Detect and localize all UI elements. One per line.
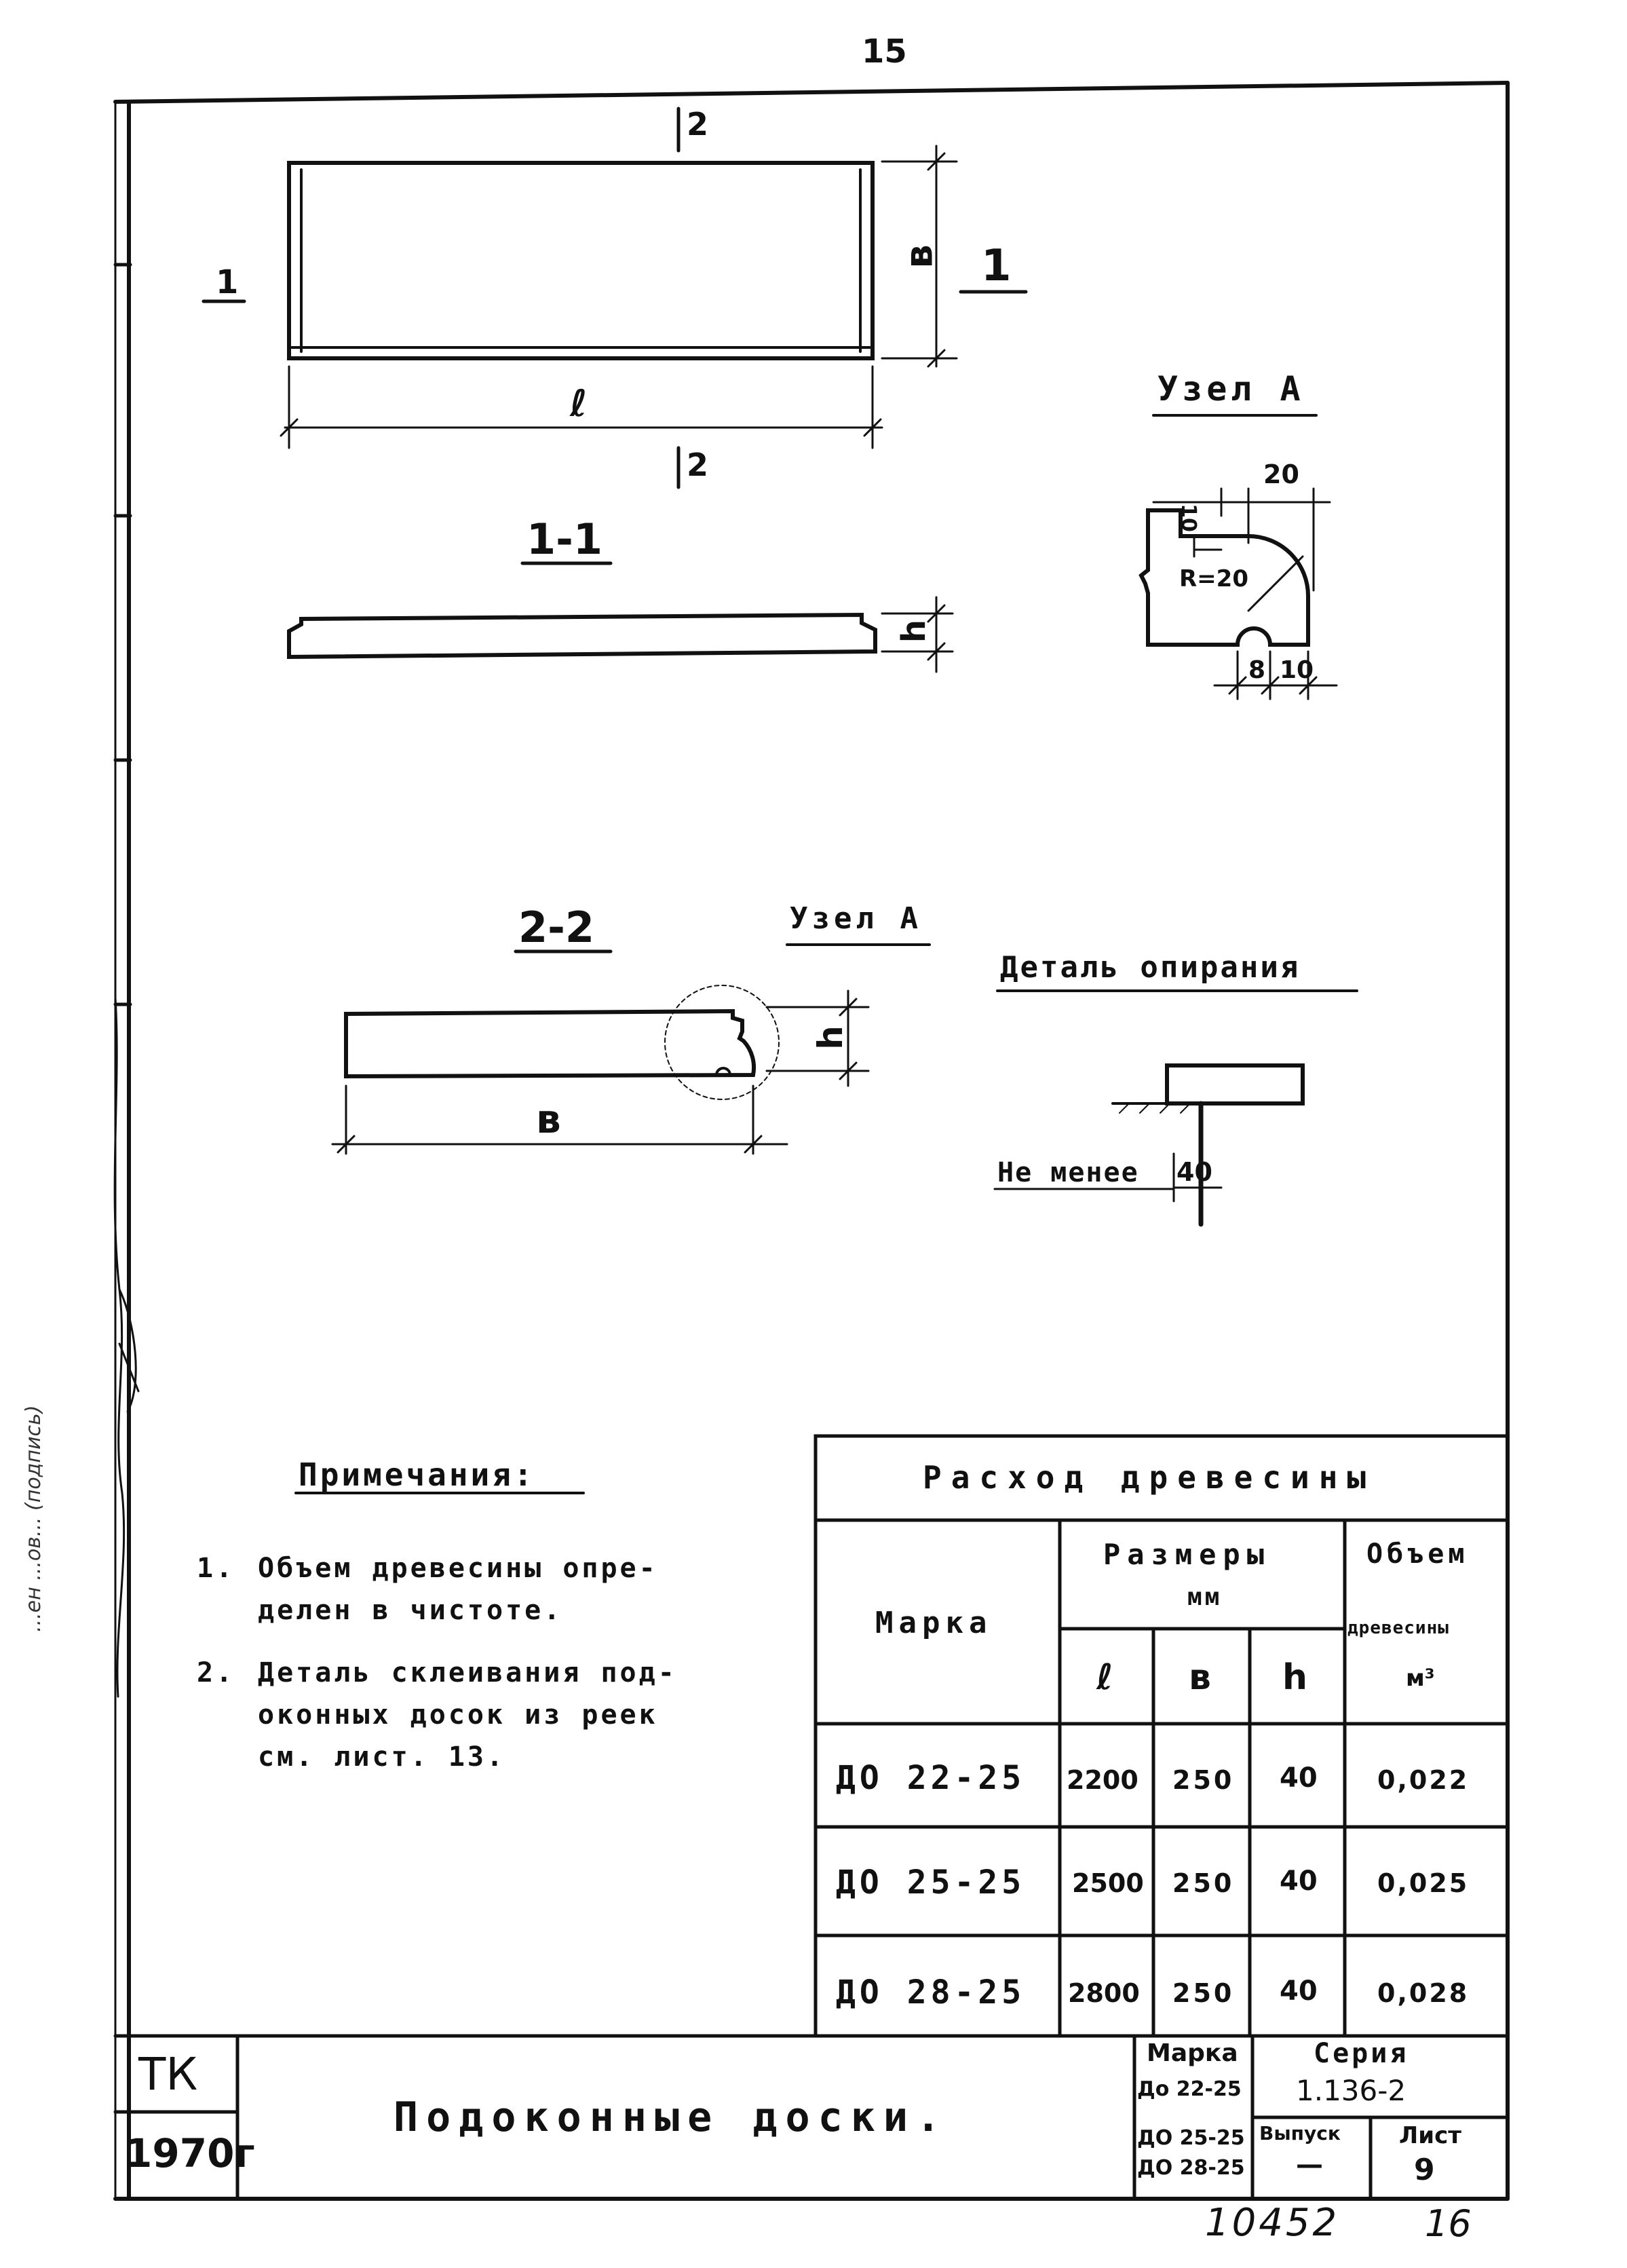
- dim-height-2-2-label: h: [810, 1025, 850, 1050]
- stamp-year: 1970г: [125, 2130, 255, 2176]
- note-item: [197, 1652, 807, 1778]
- section-cut-1-label-right: 1: [981, 241, 1012, 291]
- table-cell-mark: ДО 22-25: [836, 1759, 1026, 1797]
- dim-width-label: в: [897, 244, 942, 269]
- section-1-1-profile: [289, 615, 875, 657]
- support-detail: [1113, 1065, 1303, 1224]
- stamp-series-label: Серия: [1314, 2038, 1409, 2069]
- note-line: оконных досок из реек: [258, 1699, 658, 1731]
- stamp-mark-3: ДО 28-25: [1137, 2156, 1245, 2180]
- note-number: 2.: [197, 1657, 235, 1688]
- table-cell-h: 40: [1280, 1762, 1318, 1794]
- note-item: [197, 1547, 807, 1631]
- table-cell-l: 2800: [1068, 1978, 1140, 2008]
- node-a-dim-20: 20: [1263, 459, 1299, 489]
- section-cut-2-label-top: 2: [687, 106, 709, 143]
- stamp-issue-label: Выпуск: [1259, 2122, 1341, 2144]
- stamp-series-value: 1.136-2: [1296, 2074, 1406, 2107]
- table-col-volume: Объем: [1366, 1538, 1469, 1570]
- table-col-sizes: Размеры: [1103, 1538, 1271, 1571]
- table-cell-v: 0,025: [1377, 1868, 1470, 1898]
- table-cell-b: 250: [1172, 1978, 1235, 2008]
- notes-list: [197, 1547, 807, 1778]
- stamp-sheet-label: Лист: [1399, 2122, 1461, 2149]
- table-grid: [816, 1436, 1508, 2036]
- table-cell-l: 2500: [1072, 1868, 1144, 1898]
- section-2-2-profile: [346, 1011, 754, 1076]
- section-cut-1-label-left: 1: [216, 263, 239, 301]
- note-number: 1.: [197, 1553, 235, 1584]
- page-number-top: 15: [862, 33, 907, 71]
- node-a-dim-10-bottom: 10: [1280, 656, 1314, 684]
- support-detail-title: Деталь опирания: [1000, 950, 1301, 985]
- stamp-sheet-value: 9: [1414, 2153, 1435, 2187]
- stamp-mark-1: До 22-25: [1137, 2077, 1242, 2101]
- table-cell-mark: ДО 25-25: [836, 1864, 1026, 1902]
- table-col-h: h: [1282, 1657, 1308, 1698]
- table-title: Расход древесины: [923, 1459, 1376, 1496]
- note-line: делен в чистоте.: [258, 1595, 563, 1626]
- bottom-handwritten-number: 10452: [1205, 2201, 1340, 2245]
- table-col-sizes-unit: мм: [1187, 1583, 1223, 1611]
- side-signature-scribble: [115, 998, 138, 1697]
- table-cell-h: 40: [1280, 1976, 1318, 2007]
- stamp-tk: ТК: [138, 2048, 198, 2100]
- node-a-small-label: Узел А: [790, 901, 922, 936]
- node-a-dim-10-top: 10: [1176, 504, 1200, 532]
- note-line: Деталь склеивания под-: [258, 1657, 677, 1688]
- table-cell-l: 2200: [1067, 1765, 1138, 1795]
- table-col-volume-sub: древесины: [1347, 1618, 1449, 1638]
- table-col-volume-unit: м³: [1406, 1665, 1435, 1692]
- table-cell-v: 0,022: [1377, 1765, 1470, 1795]
- table-cell-b: 250: [1172, 1765, 1235, 1795]
- support-min-label: Не менее: [997, 1157, 1139, 1188]
- table-cell-b: 250: [1172, 1868, 1235, 1898]
- node-a-dim-8: 8: [1248, 656, 1266, 684]
- section-1-1-title: 1-1: [527, 514, 603, 564]
- dim-height-1-1-label: h: [895, 619, 934, 643]
- stamp-title: Подоконные доски.: [394, 2094, 949, 2141]
- table-col-l: ℓ: [1096, 1657, 1113, 1698]
- side-handwriting: ...ен ...ов... (подпись): [22, 1405, 45, 1632]
- table-cell-v: 0,028: [1377, 1978, 1470, 2008]
- note-line: Объем древесины опре-: [258, 1553, 658, 1584]
- table-cell-mark: ДО 28-25: [836, 1973, 1026, 2011]
- node-a-title: Узел А: [1157, 369, 1305, 409]
- stamp-mark-label: Марка: [1147, 2039, 1238, 2067]
- section-cut-2-label-bottom: 2: [687, 447, 709, 483]
- table-cell-h: 40: [1280, 1866, 1318, 1897]
- dim-length-label: ℓ: [570, 382, 588, 425]
- bottom-handwritten-page: 16: [1425, 2202, 1472, 2245]
- table-col-b: в: [1189, 1657, 1211, 1698]
- table-col-mark: Марка: [875, 1606, 993, 1640]
- notes-title: Примечания:: [299, 1456, 535, 1493]
- section-2-2-title: 2-2: [518, 903, 595, 952]
- support-min-value: 40: [1176, 1157, 1212, 1187]
- node-a-callout-circle: [665, 985, 779, 1099]
- plan-view-board: [289, 163, 873, 358]
- section-cut-1-marks: [204, 292, 1026, 301]
- dim-width-2-2-label: в: [536, 1096, 561, 1142]
- stamp-issue-value: —: [1296, 2149, 1323, 2180]
- note-line: см. лист. 13.: [258, 1741, 506, 1773]
- node-a-dim-r20: R=20: [1179, 565, 1248, 592]
- stamp-mark-2: ДО 25-25: [1137, 2126, 1245, 2150]
